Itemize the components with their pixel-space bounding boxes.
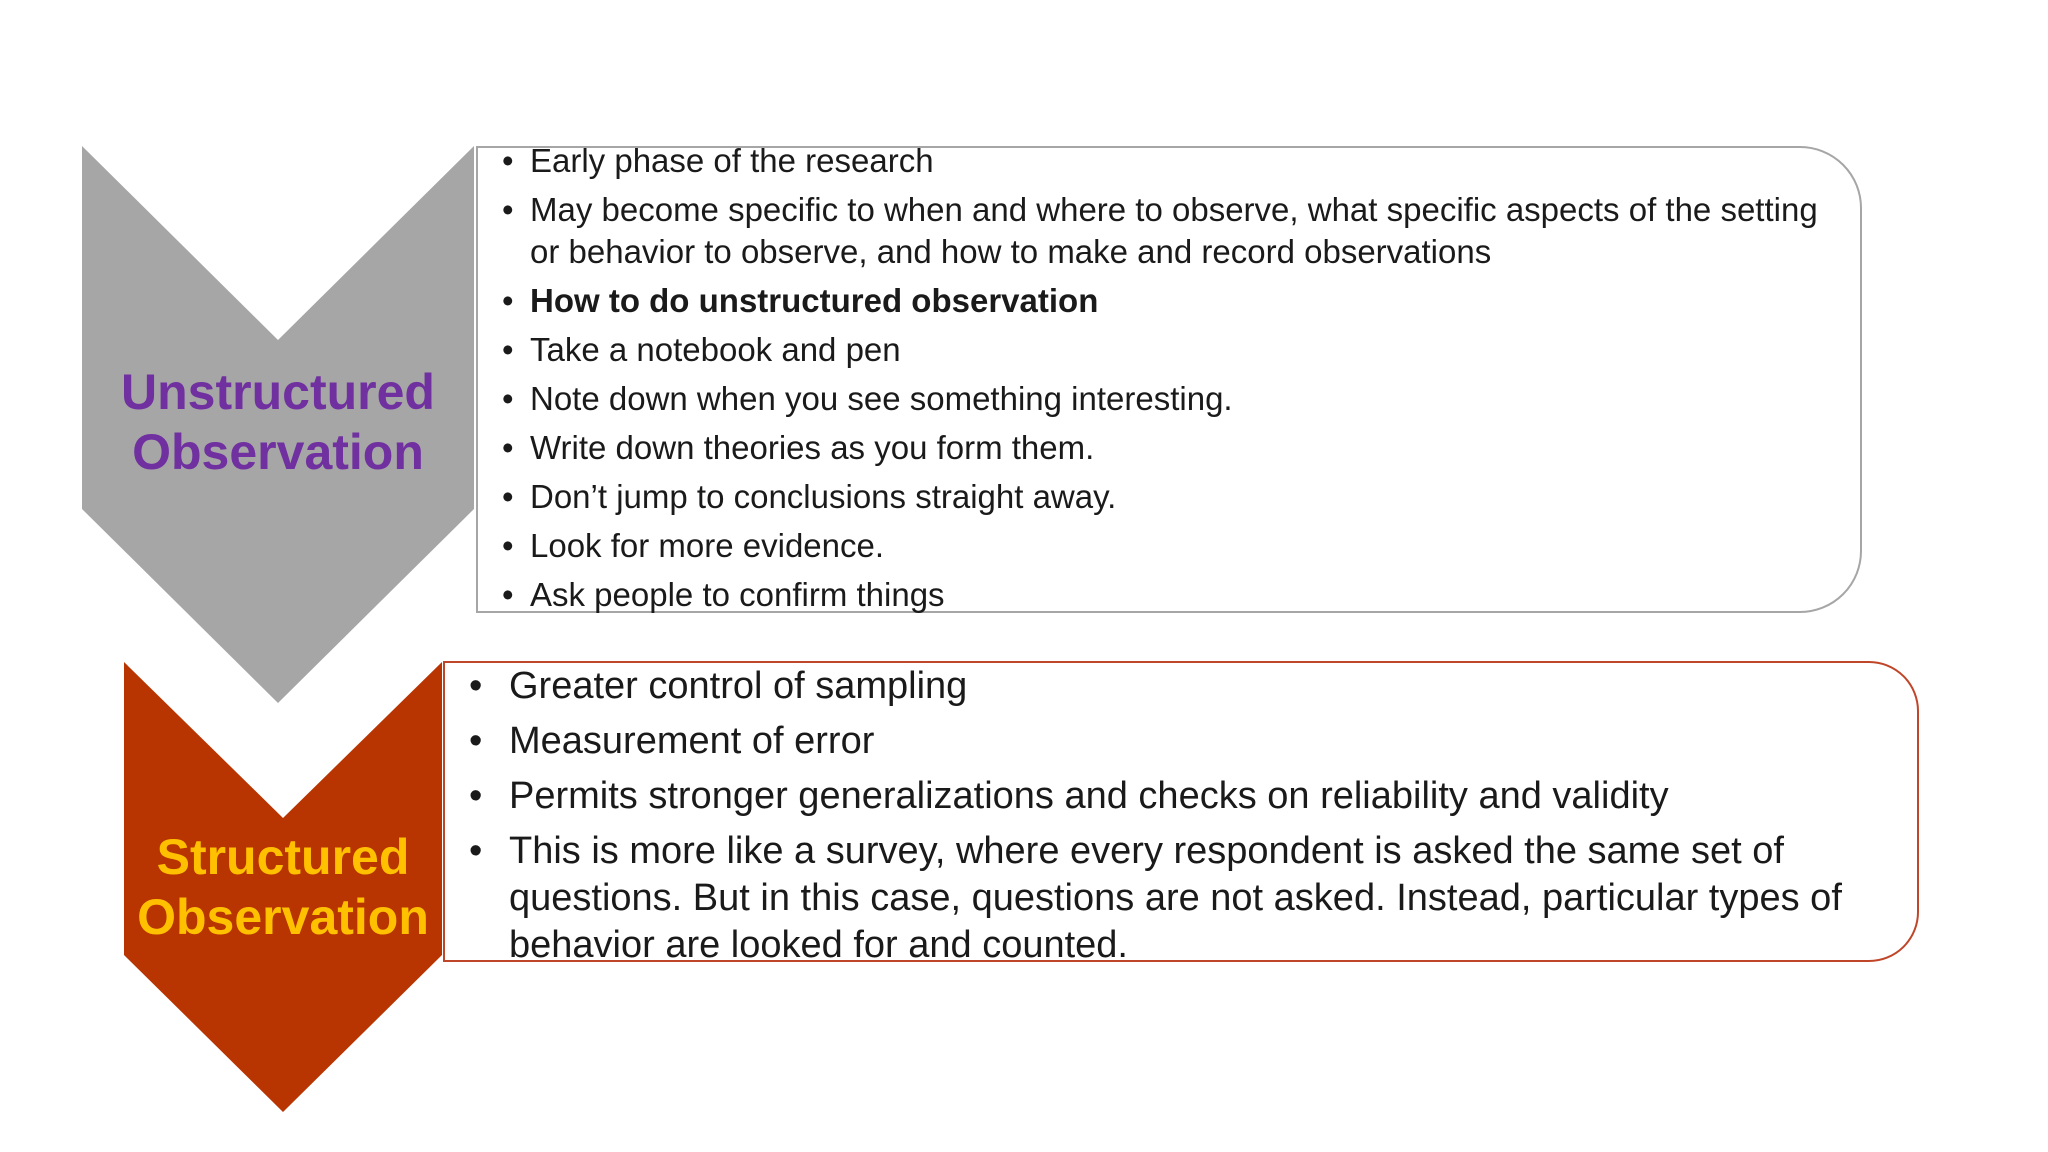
list-item-text: Take a notebook and pen bbox=[530, 331, 901, 368]
structured-chevron bbox=[124, 662, 442, 1112]
bullet-icon: • bbox=[502, 191, 514, 228]
structured-label-line2: Observation bbox=[137, 889, 429, 945]
list-item-text: Permits stronger generalizations and checks on reliability and validity bbox=[509, 775, 1669, 817]
unstructured-label bbox=[82, 362, 474, 482]
unstructured-label-line2: Observation bbox=[132, 424, 424, 480]
list-item bbox=[502, 476, 1822, 518]
bullet-icon: • bbox=[502, 142, 514, 179]
list-item bbox=[502, 140, 1822, 182]
unstructured-label-line1: Unstructured bbox=[121, 364, 435, 420]
unstructured-content-box bbox=[476, 142, 1862, 613]
list-item bbox=[502, 378, 1822, 420]
bullet-icon: • bbox=[502, 429, 514, 466]
bullet-icon: • bbox=[469, 665, 483, 707]
list-item bbox=[502, 189, 1822, 273]
bullet-icon: • bbox=[502, 380, 514, 417]
list-item-text: Early phase of the research bbox=[530, 142, 934, 179]
structured-label-line1: Structured bbox=[156, 829, 410, 885]
list-item-text: Note down when you see something interesting. bbox=[530, 380, 1233, 417]
unstructured-chevron bbox=[82, 146, 474, 703]
list-item bbox=[502, 329, 1822, 371]
bullet-icon: • bbox=[502, 527, 514, 564]
bullet-icon: • bbox=[469, 830, 483, 872]
list-item-text: Write down theories as you form them. bbox=[530, 429, 1095, 466]
list-item-text: Don’t jump to conclusions straight away. bbox=[530, 478, 1117, 515]
list-item bbox=[502, 525, 1822, 567]
bullet-icon: • bbox=[469, 720, 483, 762]
list-item-text: May become specific to when and where to observe, what specific aspects of the setting or behavior to observe, and how to make and record observations bbox=[530, 191, 1818, 270]
list-item-text: Look for more evidence. bbox=[530, 527, 885, 564]
list-item-heading: How to do unstructured observation bbox=[530, 282, 1099, 319]
list-item-text: Ask people to confirm things bbox=[530, 576, 945, 613]
structured-content-box bbox=[443, 661, 1919, 966]
list-item bbox=[502, 427, 1822, 469]
list-item bbox=[502, 574, 1822, 616]
bullet-icon: • bbox=[502, 282, 514, 319]
structured-label bbox=[124, 827, 442, 947]
bullet-icon: • bbox=[502, 576, 514, 613]
list-item bbox=[469, 773, 1899, 820]
list-item bbox=[469, 828, 1899, 969]
bullet-icon: • bbox=[502, 478, 514, 515]
list-item bbox=[502, 280, 1822, 322]
bullet-icon: • bbox=[469, 775, 483, 817]
bullet-icon: • bbox=[502, 331, 514, 368]
list-item-text: Measurement of error bbox=[509, 720, 875, 762]
list-item bbox=[469, 718, 1899, 765]
list-item-text: This is more like a survey, where every respondent is asked the same set of questions. But in this case, questions are not asked. Instead, particular types of behavior are looked for and counted. bbox=[509, 830, 1842, 966]
list-item bbox=[469, 663, 1899, 710]
unstructured-list bbox=[502, 140, 1822, 623]
structured-list bbox=[469, 663, 1899, 977]
list-item-text: Greater control of sampling bbox=[509, 665, 968, 707]
